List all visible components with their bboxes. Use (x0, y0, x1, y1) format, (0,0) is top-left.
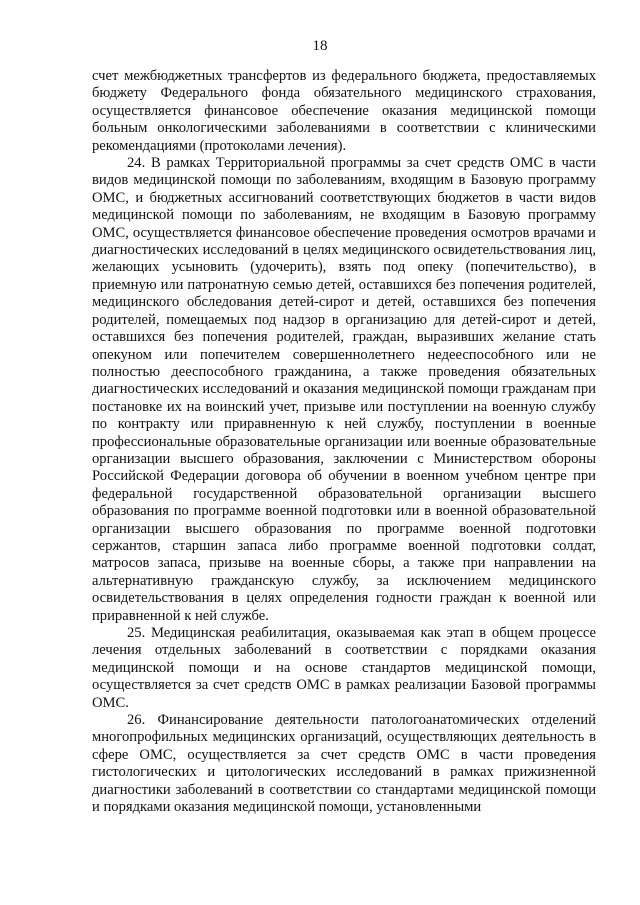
paragraph-26: 26. Финансирование деятельности патологоанатомических отделений многопрофильных медицинских организаций, осуществляющих деятельность в сфере ОМС, осуществляется за счет средств ОМС в части проведения гистологических и цитологических исследований в рамках прижизненной диагностики заболеваний в соответствии со стандартами медицинской помощи и порядками оказания медицинской помощи, установленными (92, 712, 596, 816)
paragraph-24: 24. В рамках Территориальной программы за счет средств ОМС в части видов медицинской помощи по заболеваниям, входящим в Базовую программу ОМС, и бюджетных ассигнований соответствующих бюджетов в части видов медицинской помощи по заболеваниям, не входящим в Базовую программу ОМС, осуществляется финансовое обеспечение проведения осмотров врачами и диагностических исследований в целях медицинского освидетельствования лиц, желающих усыновить (удочерить), взять под опеку (попечительство), в приемную или патронатную семью детей, оставшихся без попечения родителей, медицинского обследования детей-сирот и детей, оставшихся без попечения родителей, помещаемых под надзор в организацию для детей-сирот и детей, оставшихся без попечения родителей, граждан, выразивших желание стать опекуном или попечителем совершеннолетнего недееспособного или не полностью дееспособного гражданина, а также проведения обязательных диагностических исследований и оказания медицинской помощи гражданам при постановке их на воинский учет, призыве или поступлении на военную службу по контракту или приравненную к ней службу, поступлении в военные профессиональные образовательные организации или военные образовательные организации высшего образования, заключении с Министерством обороны Российской Федерации договора об обучении в военном учебном центре при федеральной государственной образовательной организации высшего образования по программе военной подготовки или в военной образовательной организации высшего образования по программе военной подготовки сержантов, старшин запаса либо программе военной подготовки солдат, матросов запаса, призыве на военные сборы, а также при направлении на альтернативную гражданскую службу, за исключением медицинского освидетельствования в целях определения годности граждан к военной или приравненной к ней службе. (92, 155, 596, 624)
paragraph-continuation: счет межбюджетных трансфертов из федерального бюджета, предоставляемых бюджету Федерального фонда обязательного медицинского страхования, осуществляется финансовое обеспечение оказания медицинской помощи больным онкологическими заболеваниями в соответствии с клиническими рекомендациями (протоколами лечения). (92, 68, 596, 154)
page-number: 18 (312, 38, 328, 54)
document-body (92, 68, 596, 816)
paragraph-25: 25. Медицинская реабилитация, оказываемая как этап в общем процессе лечения отдельных заболеваний в соответствии с порядками оказания медицинской помощи и на основе стандартов медицинской помощи, осуществляется за счет средств ОМС в рамках реализации Базовой программы ОМС. (92, 625, 596, 711)
